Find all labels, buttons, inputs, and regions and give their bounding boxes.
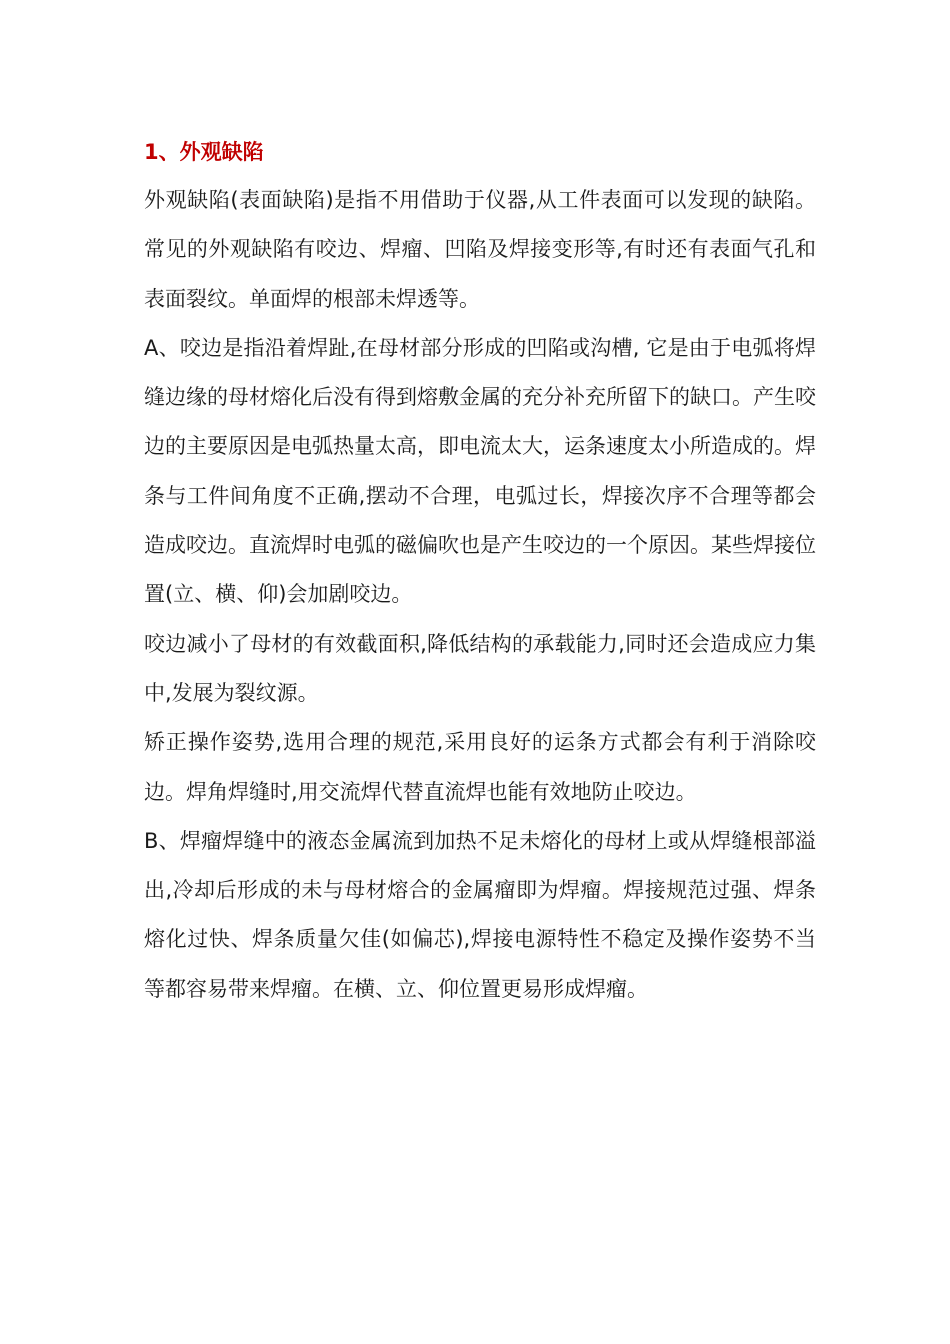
paragraph-definition: 外观缺陷(表面缺陷)是指不用借助于仪器,从工件表面可以发现的缺陷。常见的外观缺陷有咬边、焊瘤、凹陷及焊接变形等,有时还有表面气孔和表面裂纹。单面焊的根部未焊透等。 xyxy=(144,188,816,311)
paragraph-undercut: A、咬边是指沿着焊趾,在母材部分形成的凹陷或沟槽, 它是由于电弧将焊缝边缘的母材熔化后没有得到熔敷金属的充分补充所留下的缺口。产生咬边的主要原因是电弧热量太高，即电流太大，运条速度太小所造成的。焊条与工件间角度不正确,摆动不合理，电弧过长，焊接次序不合理等都会造成咬边。直流焊时电弧的磁偏吹也是产生咬边的一个原因。某些焊接位置(立、横、仰)会加剧咬边。 xyxy=(144,335,816,607)
paragraph-overlap: B、焊瘤焊缝中的液态金属流到加热不足未熔化的母材上或从焊缝根部溢出,冷却后形成的未与母材熔合的金属瘤即为焊瘤。焊接规范过强、焊条熔化过快、焊条质量欠佳(如偏芯),焊接电源特性不稳定及操作姿势不当等都容易带来焊瘤。在横、立、仰位置更易形成焊瘤。 xyxy=(144,828,816,1001)
section-heading: 1、外观缺陷 xyxy=(144,140,264,164)
document-body xyxy=(144,128,816,1014)
paragraph-undercut-effect: 咬边减小了母材的有效截面积,降低结构的承载能力,同时还会造成应力集中,发展为裂纹源。 xyxy=(144,631,816,705)
paragraph-undercut-prevention: 矫正操作姿势,选用合理的规范,采用良好的运条方式都会有利于消除咬边。焊角焊缝时,用交流焊代替直流焊也能有效地防止咬边。 xyxy=(144,730,816,804)
